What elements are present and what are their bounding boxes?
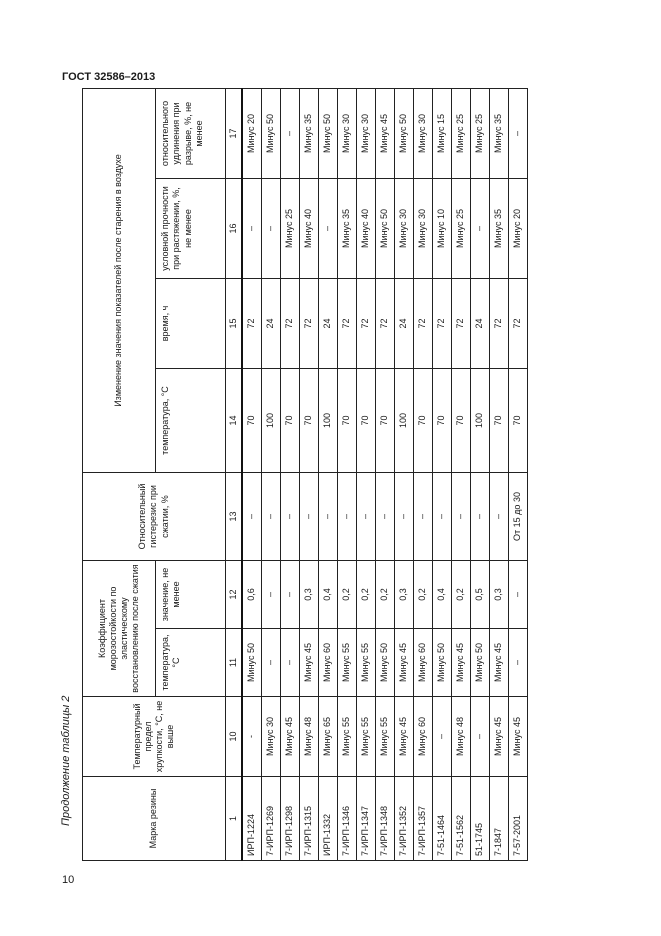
cell-frost-value: 0,2 bbox=[338, 561, 357, 629]
cell-aging-strength: Минус 20 bbox=[509, 179, 528, 279]
cell-brand: 7-ИРП-1357 bbox=[414, 777, 433, 861]
table-caption: Продолжение таблицы 2 bbox=[60, 695, 72, 826]
cell-aging-elongation: Минус 50 bbox=[319, 88, 338, 178]
cell-brittle-temp: Минус 45 bbox=[281, 697, 300, 777]
cell-brittle-temp: – bbox=[471, 697, 490, 777]
cell-brittle-temp: Минус 55 bbox=[376, 697, 395, 777]
cell-aging-elongation: – bbox=[281, 88, 300, 178]
table-row bbox=[414, 88, 433, 860]
cell-aging-elongation: Минус 50 bbox=[395, 88, 414, 178]
cell-frost-temp: Минус 55 bbox=[357, 629, 376, 697]
cell-aging-strength: Минус 25 bbox=[452, 179, 471, 279]
cell-frost-temp: Минус 45 bbox=[300, 629, 319, 697]
header-brittle-temp: Температурный предел хрупкости, °С, не выше bbox=[83, 697, 226, 777]
table-row bbox=[376, 88, 395, 860]
cell-aging-strength: Минус 25 bbox=[281, 179, 300, 279]
column-number: 11 bbox=[226, 629, 243, 697]
cell-brittle-temp: Минус 45 bbox=[490, 697, 509, 777]
table-row bbox=[433, 88, 452, 860]
cell-aging-temp: 100 bbox=[319, 369, 338, 473]
cell-aging-temp: 70 bbox=[452, 369, 471, 473]
table-row bbox=[262, 88, 281, 860]
cell-brand: 7-51-1464 bbox=[433, 777, 452, 861]
cell-hysteresis: – bbox=[338, 473, 357, 561]
cell-frost-value: – bbox=[281, 561, 300, 629]
column-number: 15 bbox=[226, 279, 243, 369]
cell-brittle-temp: Минус 48 bbox=[300, 697, 319, 777]
header-hysteresis: Относительный гистерезис при сжатии, % bbox=[83, 473, 226, 561]
cell-aging-time: 24 bbox=[262, 279, 281, 369]
header-frost-value: значение, не менее bbox=[156, 561, 226, 629]
cell-brand: 7-ИРП-1269 bbox=[262, 777, 281, 861]
cell-aging-time: 72 bbox=[281, 279, 300, 369]
cell-frost-value: 0,3 bbox=[395, 561, 414, 629]
table-row bbox=[395, 88, 414, 860]
cell-aging-elongation: Минус 45 bbox=[376, 88, 395, 178]
header-aging-elongation: относительного удлинения при разрыве, %, не менее bbox=[156, 88, 226, 178]
table-row bbox=[319, 88, 338, 860]
column-number: 17 bbox=[226, 88, 243, 178]
header-brand: Марка резины bbox=[83, 777, 226, 861]
cell-frost-temp: Минус 60 bbox=[319, 629, 338, 697]
cell-aging-strength: Минус 40 bbox=[300, 179, 319, 279]
header-frost-temp: температура, °С bbox=[156, 629, 226, 697]
cell-hysteresis: – bbox=[300, 473, 319, 561]
cell-aging-strength: Минус 35 bbox=[338, 179, 357, 279]
cell-hysteresis: – bbox=[433, 473, 452, 561]
cell-aging-strength: – bbox=[242, 179, 262, 279]
table-row bbox=[452, 88, 471, 860]
cell-aging-strength: – bbox=[319, 179, 338, 279]
cell-aging-time: 72 bbox=[509, 279, 528, 369]
cell-aging-elongation: Минус 15 bbox=[433, 88, 452, 178]
cell-aging-time: 72 bbox=[414, 279, 433, 369]
cell-aging-elongation: Минус 35 bbox=[300, 88, 319, 178]
cell-brand: 7-ИРП-1298 bbox=[281, 777, 300, 861]
cell-brand: 7-ИРП-1348 bbox=[376, 777, 395, 861]
cell-aging-time: 72 bbox=[490, 279, 509, 369]
cell-aging-time: 72 bbox=[300, 279, 319, 369]
cell-aging-time: 72 bbox=[357, 279, 376, 369]
table-row bbox=[300, 88, 319, 860]
cell-aging-temp: 70 bbox=[433, 369, 452, 473]
cell-frost-value: 0,3 bbox=[490, 561, 509, 629]
cell-brittle-temp: Минус 60 bbox=[414, 697, 433, 777]
cell-aging-temp: 70 bbox=[357, 369, 376, 473]
header-aging-temp: температура, °С bbox=[156, 369, 226, 473]
cell-aging-elongation: – bbox=[509, 88, 528, 178]
cell-aging-strength: Минус 30 bbox=[395, 179, 414, 279]
cell-frost-temp: – bbox=[262, 629, 281, 697]
cell-aging-elongation: Минус 35 bbox=[490, 88, 509, 178]
cell-aging-temp: 100 bbox=[471, 369, 490, 473]
cell-brand: 7-51-1562 bbox=[452, 777, 471, 861]
column-number: 12 bbox=[226, 561, 243, 629]
table-row bbox=[490, 88, 509, 860]
cell-aging-time: 72 bbox=[452, 279, 471, 369]
cell-hysteresis: – bbox=[281, 473, 300, 561]
cell-brand: 7-ИРП-1346 bbox=[338, 777, 357, 861]
cell-aging-temp: 70 bbox=[242, 369, 262, 473]
cell-hysteresis: – bbox=[357, 473, 376, 561]
cell-frost-temp: Минус 45 bbox=[452, 629, 471, 697]
cell-frost-temp: Минус 50 bbox=[376, 629, 395, 697]
cell-brittle-temp: Минус 55 bbox=[357, 697, 376, 777]
cell-aging-elongation: Минус 20 bbox=[242, 88, 262, 178]
cell-frost-temp: Минус 60 bbox=[414, 629, 433, 697]
cell-hysteresis: – bbox=[452, 473, 471, 561]
cell-aging-strength: Минус 10 bbox=[433, 179, 452, 279]
cell-brittle-temp: Минус 48 bbox=[452, 697, 471, 777]
cell-brittle-temp: Минус 45 bbox=[395, 697, 414, 777]
cell-aging-strength: – bbox=[262, 179, 281, 279]
cell-frost-temp: – bbox=[509, 629, 528, 697]
cell-frost-temp: Минус 45 bbox=[395, 629, 414, 697]
cell-hysteresis: – bbox=[414, 473, 433, 561]
cell-brand: ИРП-1332 bbox=[319, 777, 338, 861]
cell-brittle-temp: Минус 30 bbox=[262, 697, 281, 777]
cell-brittle-temp: Минус 55 bbox=[338, 697, 357, 777]
cell-aging-strength: – bbox=[471, 179, 490, 279]
cell-aging-time: 72 bbox=[242, 279, 262, 369]
column-number: 13 bbox=[226, 473, 243, 561]
cell-frost-value: 0,2 bbox=[357, 561, 376, 629]
column-number: 16 bbox=[226, 179, 243, 279]
column-number: 10 bbox=[226, 697, 243, 777]
cell-aging-elongation: Минус 30 bbox=[357, 88, 376, 178]
properties-table bbox=[82, 88, 528, 861]
table-row bbox=[338, 88, 357, 860]
cell-brittle-temp: Минус 45 bbox=[509, 697, 528, 777]
cell-aging-elongation: Минус 30 bbox=[414, 88, 433, 178]
cell-aging-strength: Минус 30 bbox=[414, 179, 433, 279]
cell-aging-elongation: Минус 50 bbox=[262, 88, 281, 178]
cell-frost-value: 0,4 bbox=[433, 561, 452, 629]
cell-aging-temp: 100 bbox=[395, 369, 414, 473]
header-aging-time: время, ч bbox=[156, 279, 226, 369]
cell-aging-temp: 70 bbox=[338, 369, 357, 473]
header-aging-group: Изменение значения показателей после старения в воздухе bbox=[83, 88, 156, 472]
cell-aging-time: 24 bbox=[319, 279, 338, 369]
cell-brittle-temp: – bbox=[433, 697, 452, 777]
cell-brand: ИРП-1224 bbox=[242, 777, 262, 861]
cell-aging-elongation: Минус 25 bbox=[452, 88, 471, 178]
cell-brand: 7-ИРП-1347 bbox=[357, 777, 376, 861]
cell-brand: 7-ИРП-1352 bbox=[395, 777, 414, 861]
cell-frost-temp: Минус 45 bbox=[490, 629, 509, 697]
cell-brittle-temp: Минус 65 bbox=[319, 697, 338, 777]
cell-aging-time: 72 bbox=[338, 279, 357, 369]
cell-frost-value: 0,3 bbox=[300, 561, 319, 629]
cell-aging-temp: 100 bbox=[262, 369, 281, 473]
cell-frost-value: 0,2 bbox=[376, 561, 395, 629]
cell-aging-elongation: Минус 25 bbox=[471, 88, 490, 178]
page-number: 10 bbox=[62, 874, 75, 886]
cell-aging-time: 24 bbox=[395, 279, 414, 369]
cell-frost-temp: Минус 50 bbox=[471, 629, 490, 697]
cell-aging-temp: 70 bbox=[281, 369, 300, 473]
cell-frost-temp: Минус 50 bbox=[242, 629, 262, 697]
cell-brittle-temp: - bbox=[242, 697, 262, 777]
cell-hysteresis: – bbox=[471, 473, 490, 561]
table-row bbox=[471, 88, 490, 860]
cell-frost-value: 0,2 bbox=[452, 561, 471, 629]
cell-hysteresis: – bbox=[262, 473, 281, 561]
table-body bbox=[242, 88, 528, 860]
cell-aging-temp: 70 bbox=[376, 369, 395, 473]
table-row bbox=[242, 88, 262, 860]
cell-aging-strength: Минус 40 bbox=[357, 179, 376, 279]
cell-frost-value: 0,6 bbox=[242, 561, 262, 629]
cell-aging-time: 72 bbox=[376, 279, 395, 369]
cell-brand: 51-1745 bbox=[471, 777, 490, 861]
cell-hysteresis: – bbox=[376, 473, 395, 561]
cell-frost-value: – bbox=[262, 561, 281, 629]
document-standard-number: ГОСТ 32586–2013 bbox=[62, 71, 156, 83]
cell-frost-temp: – bbox=[281, 629, 300, 697]
cell-brand: 7-ИРП-1315 bbox=[300, 777, 319, 861]
cell-aging-time: 72 bbox=[433, 279, 452, 369]
table-row bbox=[281, 88, 300, 860]
cell-frost-value: 0,2 bbox=[414, 561, 433, 629]
cell-frost-temp: Минус 50 bbox=[433, 629, 452, 697]
cell-aging-temp: 70 bbox=[509, 369, 528, 473]
cell-hysteresis: – bbox=[490, 473, 509, 561]
cell-brand: 7-57-2001 bbox=[509, 777, 528, 861]
cell-hysteresis: – bbox=[242, 473, 262, 561]
table-row bbox=[357, 88, 376, 860]
table-row bbox=[509, 88, 528, 860]
header-frost-group: Коэффициент морозостойкости по эластическому восстановлению после сжатия bbox=[83, 561, 156, 697]
cell-aging-elongation: Минус 30 bbox=[338, 88, 357, 178]
cell-aging-temp: 70 bbox=[300, 369, 319, 473]
column-number: 14 bbox=[226, 369, 243, 473]
rotated-table-container bbox=[82, 89, 523, 861]
column-number: 1 bbox=[226, 777, 243, 861]
cell-hysteresis: От 15 до 30 bbox=[509, 473, 528, 561]
cell-frost-value: 0,5 bbox=[471, 561, 490, 629]
cell-frost-temp: Минус 55 bbox=[338, 629, 357, 697]
cell-aging-temp: 70 bbox=[490, 369, 509, 473]
cell-frost-value: 0,4 bbox=[319, 561, 338, 629]
cell-aging-temp: 70 bbox=[414, 369, 433, 473]
cell-hysteresis: – bbox=[395, 473, 414, 561]
cell-brand: 7-1847 bbox=[490, 777, 509, 861]
header-aging-strength: условной прочности при растяжении, %, не менее bbox=[156, 179, 226, 279]
cell-aging-strength: Минус 50 bbox=[376, 179, 395, 279]
cell-hysteresis: – bbox=[319, 473, 338, 561]
cell-aging-time: 24 bbox=[471, 279, 490, 369]
cell-aging-strength: Минус 35 bbox=[490, 179, 509, 279]
cell-frost-value: – bbox=[509, 561, 528, 629]
